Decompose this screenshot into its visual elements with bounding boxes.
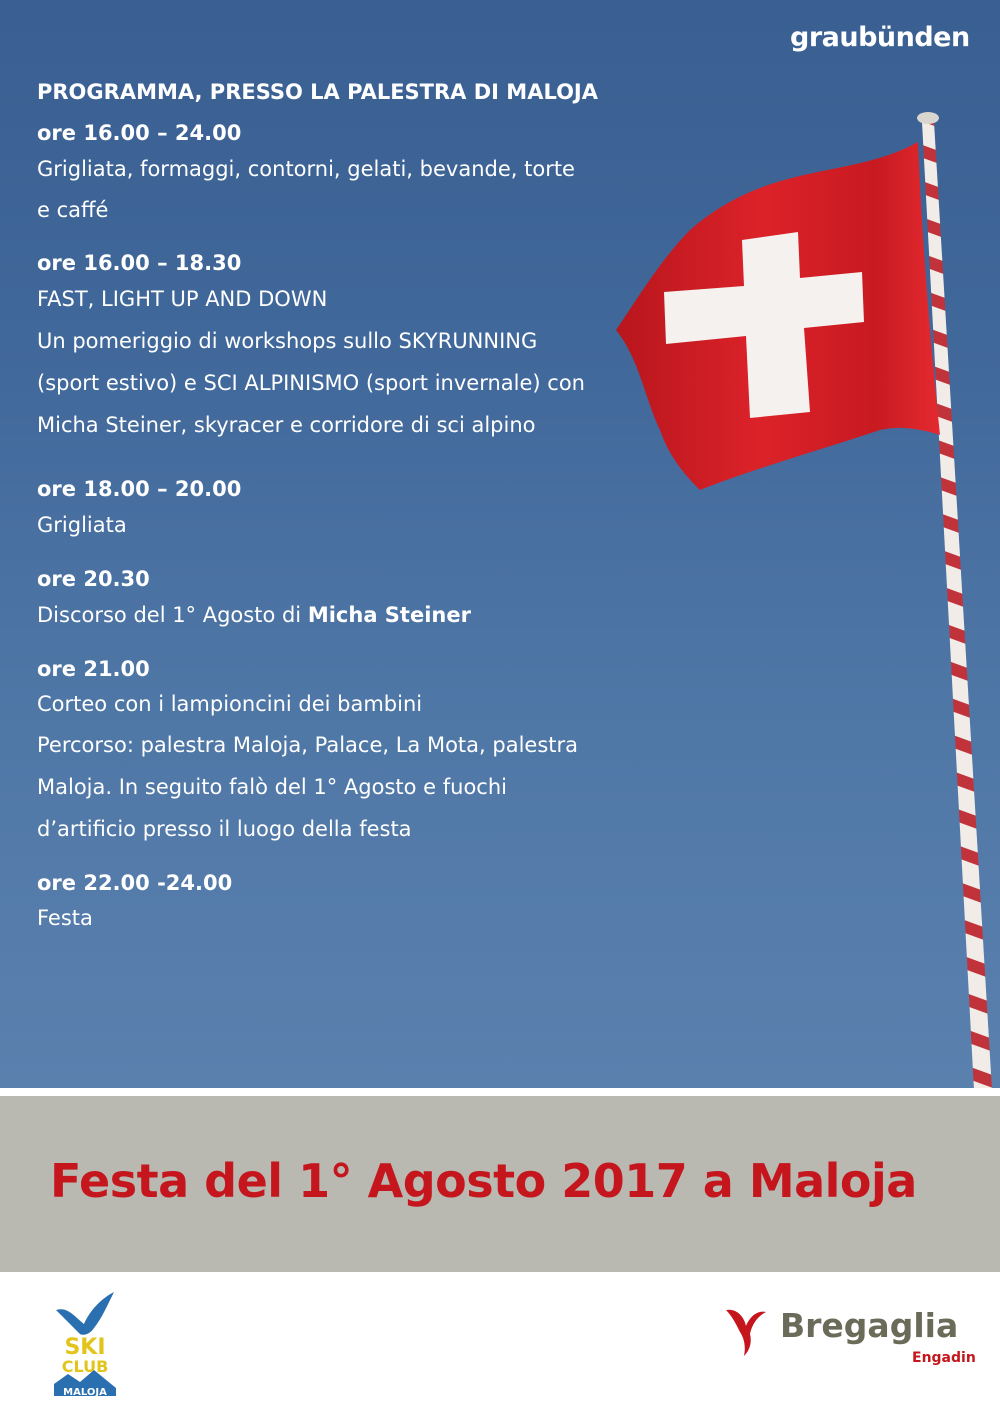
program-time: ore 20.30 — [37, 567, 150, 591]
program-item — [37, 474, 617, 546]
program-text: Maloja. In seguito falò del 1° Agosto e fuochi — [37, 775, 507, 799]
divider — [0, 1088, 1000, 1096]
skiclub-text-club: CLUB — [61, 1357, 109, 1376]
program-time: ore 16.00 – 18.30 — [37, 251, 242, 275]
program-item — [37, 868, 617, 938]
ski-club-maloja-logo — [50, 1288, 120, 1400]
program-text: Percorso: palestra Maloja, Palace, La Mota, palestra — [37, 733, 579, 757]
program-heading: PROGRAMMA, PRESSO LA PALESTRA DI MALOJA — [37, 80, 599, 104]
program-text: Un pomeriggio di workshops sullo SKYRUNNING — [37, 329, 538, 353]
bregaglia-name: Bregaglia — [780, 1306, 959, 1345]
eagle-icon — [56, 1292, 114, 1335]
bregaglia-logo — [722, 1302, 976, 1382]
flagpole — [922, 122, 992, 1088]
program-section — [37, 78, 617, 956]
bregaglia-subtitle: Engadin — [912, 1350, 976, 1366]
program-time: ore 21.00 — [37, 657, 150, 681]
program-text: Grigliata — [37, 513, 127, 537]
program-text: Grigliata, formaggi, contorni, gelati, bevande, torte — [37, 157, 575, 181]
bregaglia-mark-icon — [722, 1304, 772, 1360]
event-title: Festa del 1° Agosto 2017 a Maloja — [50, 1154, 917, 1208]
program-time: ore 22.00 -24.00 — [37, 871, 233, 895]
program-item — [37, 564, 617, 636]
program-item — [37, 248, 617, 446]
program-time: ore 18.00 – 20.00 — [37, 477, 242, 501]
program-item — [37, 118, 617, 230]
program-time: ore 16.00 – 24.00 — [37, 121, 242, 145]
title-band — [0, 1096, 1000, 1272]
program-text: Corteo con i lampioncini dei bambini — [37, 692, 423, 716]
program-text: e caffé — [37, 198, 109, 222]
pole-finial — [917, 112, 939, 124]
program-text: Festa — [37, 906, 93, 930]
footer — [0, 1272, 1000, 1404]
swiss-flag-image — [600, 100, 1000, 1088]
skiclub-text-ski: SKI — [64, 1335, 106, 1360]
program-item — [37, 654, 617, 850]
program-text-prefix: Discorso del 1° Agosto di — [37, 603, 308, 627]
skiclub-text-maloja: MALOJA — [63, 1387, 107, 1398]
program-text — [37, 594, 617, 636]
graubunden-logo: graubünden — [790, 22, 970, 53]
program-text: (sport estivo) e SCI ALPINISMO (sport invernale) con — [37, 371, 585, 395]
program-text: FAST, LIGHT UP AND DOWN — [37, 287, 328, 311]
program-text: d’artificio presso il luogo della festa — [37, 817, 412, 841]
program-text: Micha Steiner, skyracer e corridore di sci alpino — [37, 413, 536, 437]
speaker-name: Micha Steiner — [307, 603, 471, 627]
